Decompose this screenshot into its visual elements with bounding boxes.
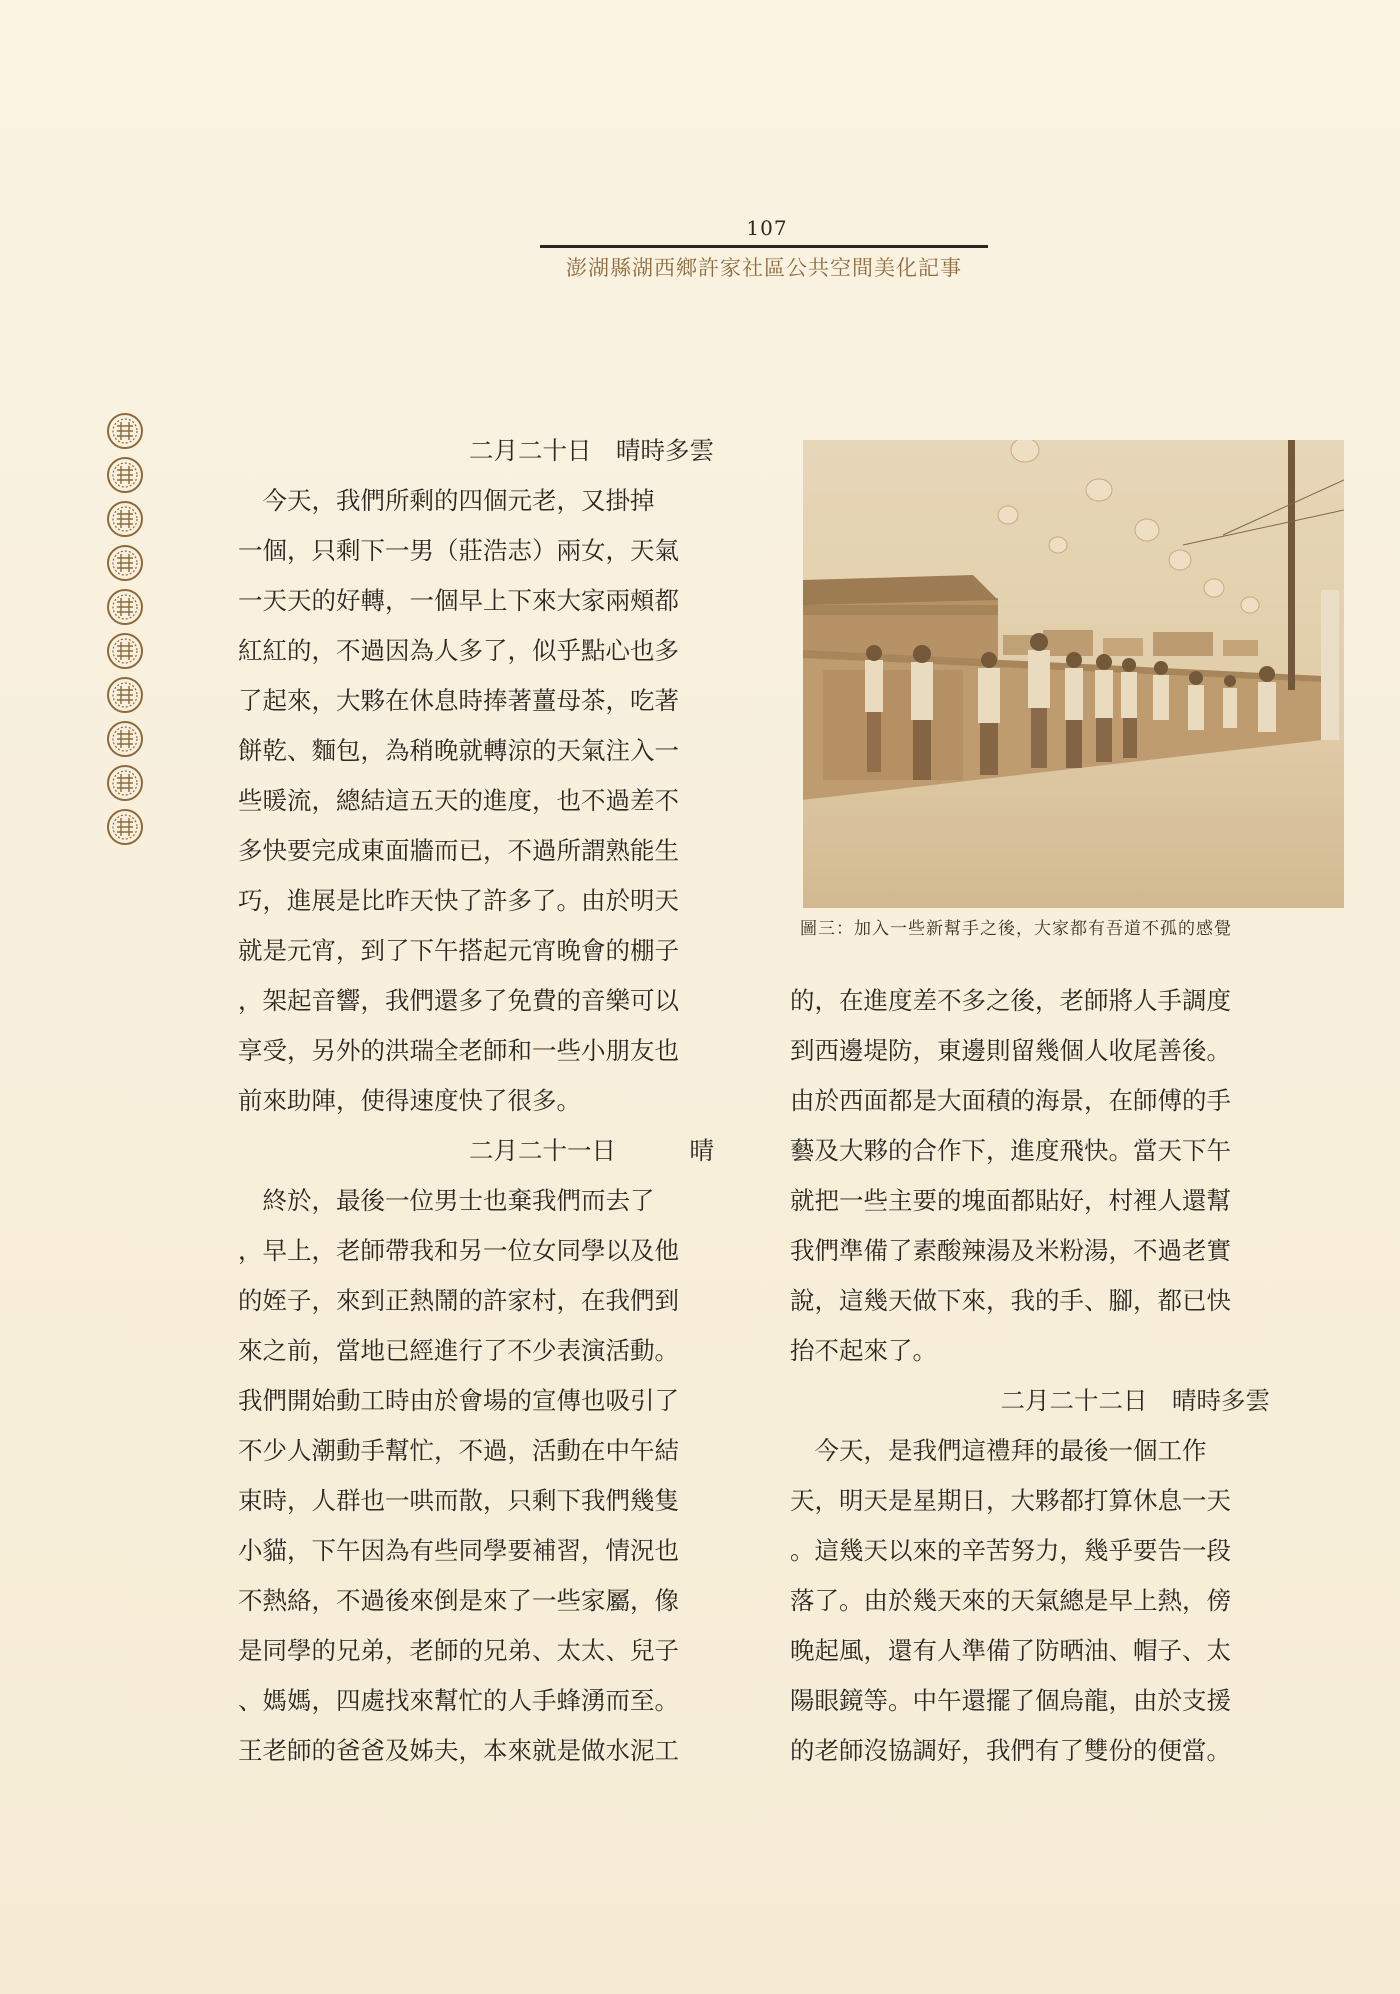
- text-line: 些暖流，總結這五天的進度，也不過差不: [238, 786, 679, 815]
- seal-ornament-icon: [106, 544, 144, 582]
- text-line: 一天天的好轉，一個早上下來大家兩頰都: [238, 586, 679, 615]
- seal-ornament-icon: [106, 720, 144, 758]
- text-line: 說，這幾天做下來，我的手、腳，都已快: [790, 1286, 1231, 1315]
- text-line: 紅紅的，不過因為人多了，似乎點心也多: [238, 636, 679, 665]
- seal-ornament-icon: [106, 588, 144, 626]
- header-rule: [540, 245, 988, 248]
- text-line: 前來助陣，使得速度快了很多。: [238, 1086, 581, 1115]
- seal-ornament-icon: [106, 500, 144, 538]
- text-line: 不熱絡，不過後來倒是來了一些家屬，像: [238, 1586, 679, 1615]
- text-line: 一個，只剩下一男（莊浩志）兩女，天氣: [238, 536, 679, 565]
- text-line: ，早上，老師帶我和另一位女同學以及他: [238, 1236, 679, 1265]
- page-number: 107: [746, 216, 788, 240]
- text-line: 天，明天是星期日，大夥都打算休息一天: [790, 1486, 1231, 1515]
- text-line: 到西邊堤防，東邊則留幾個人收尾善後。: [790, 1036, 1231, 1065]
- text-line: 餅乾、麵包，為稍晚就轉涼的天氣注入一: [238, 736, 679, 765]
- text-line: 陽眼鏡等。中午還擺了個烏龍，由於支援: [790, 1686, 1231, 1715]
- text-line: 。這幾天以來的辛苦努力，幾乎要告一段: [790, 1536, 1231, 1565]
- right-column-text: [790, 976, 1270, 1776]
- text-line: 落了。由於幾天來的天氣總是早上熱，傍: [790, 1586, 1231, 1615]
- text-line: 巧，進展是比昨天快了許多了。由於明天: [238, 886, 679, 915]
- text-line: 由於西面都是大面積的海景，在師傅的手: [790, 1086, 1231, 1115]
- text-line: 來之前，當地已經進行了不少表演活動。: [238, 1336, 679, 1365]
- text-line: 小貓，下午因為有些同學要補習，情況也: [238, 1536, 679, 1565]
- text-line: 藝及大夥的合作下，進度飛快。當天下午: [790, 1136, 1231, 1165]
- running-title: 澎湖縣湖西鄉許家社區公共空間美化記事: [566, 256, 962, 280]
- figure-caption: 圖三：加入一些新幫手之後，大家都有吾道不孤的感覺: [800, 919, 1232, 939]
- text-line: 今天，是我們這禮拜的最後一個工作: [790, 1436, 1207, 1465]
- text-line: 不少人潮動手幫忙，不過，活動在中午結: [238, 1436, 679, 1465]
- text-line: 就把一些主要的塊面都貼好，村裡人還幫: [790, 1186, 1231, 1215]
- text-line: 王老師的爸爸及姊夫，本來就是做水泥工: [238, 1736, 679, 1765]
- diary-date-heading: 二月二十日 晴時多雲: [469, 436, 714, 465]
- photo-figure: [803, 440, 1344, 908]
- seal-ornament-icon: [106, 808, 144, 846]
- text-line: 晚起風，還有人準備了防晒油、帽子、太: [790, 1636, 1231, 1665]
- diary-date-heading: 二月二十二日 晴時多雲: [1000, 1386, 1270, 1415]
- text-line: 我們開始動工時由於會場的宣傳也吸引了: [238, 1386, 679, 1415]
- text-line: 的姪子，來到正熱鬧的許家村，在我們到: [238, 1286, 679, 1315]
- ornament-column: [106, 412, 146, 852]
- text-line: 享受，另外的洪瑞全老師和一些小朋友也: [238, 1036, 679, 1065]
- left-column-text: [238, 426, 714, 1776]
- text-line: 多快要完成東面牆而已，不過所謂熟能生: [238, 836, 679, 865]
- text-line: 就是元宵，到了下午搭起元宵晚會的棚子: [238, 936, 679, 965]
- text-line: 了起來，大夥在休息時捧著薑母茶，吃著: [238, 686, 679, 715]
- text-line: 是同學的兄弟，老師的兄弟、太太、兒子: [238, 1636, 679, 1665]
- text-line: 我們準備了素酸辣湯及米粉湯，不過老實: [790, 1236, 1231, 1265]
- text-line: 的老師沒協調好，我們有了雙份的便當。: [790, 1736, 1231, 1765]
- seal-ornament-icon: [106, 676, 144, 714]
- text-line: 抬不起來了。: [790, 1336, 937, 1365]
- text-line: 的，在進度差不多之後，老師將人手調度: [790, 986, 1231, 1015]
- text-line: 終於，最後一位男士也棄我們而去了: [238, 1186, 655, 1215]
- text-line: 、媽媽，四處找來幫忙的人手蜂湧而至。: [238, 1686, 679, 1715]
- seal-ornament-icon: [106, 412, 144, 450]
- seal-ornament-icon: [106, 764, 144, 802]
- text-line: 今天，我們所剩的四個元老，又掛掉: [238, 486, 655, 515]
- seal-ornament-icon: [106, 632, 144, 670]
- text-line: 束時，人群也一哄而散，只剩下我們幾隻: [238, 1486, 679, 1515]
- text-line: ，架起音響，我們還多了免費的音樂可以: [238, 986, 679, 1015]
- seal-ornament-icon: [106, 456, 144, 494]
- diary-date-heading: 二月二十一日 晴: [469, 1136, 714, 1165]
